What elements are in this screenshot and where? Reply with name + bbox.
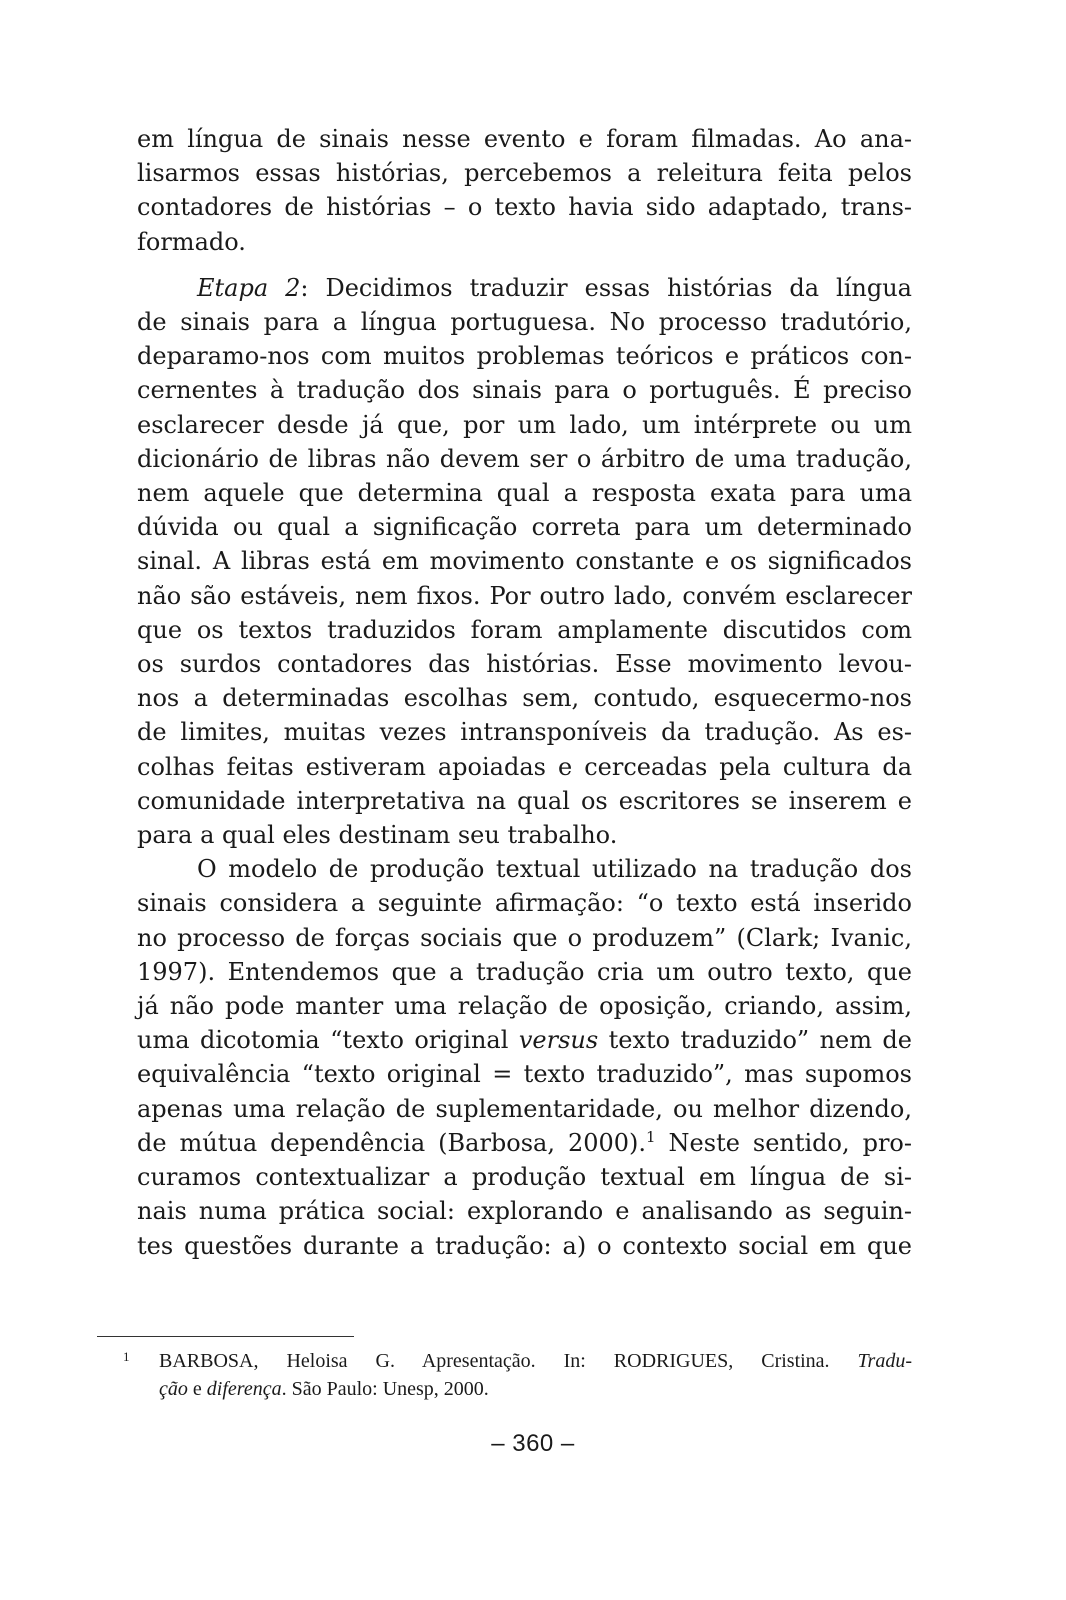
footnote-reference[interactable]: 1 bbox=[646, 1127, 656, 1146]
footnote-number: 1 bbox=[123, 1349, 130, 1364]
text-line: para a qual eles destinam seu trabalho. bbox=[137, 821, 618, 850]
text-line: nais numa prática social: explorando e analisando as seguin- bbox=[137, 1197, 912, 1226]
text-line: dúvida ou qual a significação correta para um determinado bbox=[137, 513, 912, 542]
page-number: – 360 – bbox=[491, 1430, 575, 1457]
text-line: não são estáveis, nem fixos. Por outro lado, convém esclarecer bbox=[137, 581, 912, 610]
text-line: contadores de histórias – o texto havia sido adaptado, trans- bbox=[137, 193, 912, 222]
etapa-label: Etapa 2 bbox=[197, 273, 301, 302]
versus-italic: versus bbox=[518, 1026, 599, 1055]
footnote bbox=[123, 1347, 912, 1403]
text-line: comunidade interpretativa na qual os escritores se inserem e bbox=[137, 786, 912, 815]
text-line: curamos contextualizar a produção textual em língua de si- bbox=[137, 1163, 912, 1192]
body-text bbox=[137, 122, 912, 1263]
text-line: equivalência “texto original = texto traduzido”, mas supomos bbox=[137, 1060, 912, 1089]
text-fragment: e bbox=[187, 1378, 207, 1400]
text-line: deparamo-nos com muitos problemas teóricos e práticos con- bbox=[137, 342, 912, 371]
text-line: sinal. A libras está em movimento constante e os significados bbox=[137, 547, 912, 576]
paragraph-1 bbox=[137, 122, 912, 259]
text-line: de limites, muitas vezes intransponíveis da tradução. As es- bbox=[137, 718, 912, 747]
text-line: no processo de forças sociais que o produzem” (Clark; Ivanic, bbox=[137, 923, 912, 952]
text-fragment: de mútua dependência (Barbosa, 2000). bbox=[137, 1128, 647, 1157]
text-line bbox=[137, 271, 912, 305]
paragraph-etapa-2 bbox=[137, 271, 912, 852]
text-line: apenas uma relação de suplementaridade, ou melhor dizendo, bbox=[137, 1094, 912, 1123]
text-line: formado. bbox=[137, 227, 246, 256]
paragraph-3 bbox=[137, 852, 912, 1262]
text-line bbox=[137, 1126, 912, 1160]
text-line: de sinais para a língua portuguesa. No processo tradutório, bbox=[137, 308, 912, 337]
text-line: que os textos traduzidos foram amplamente discutidos com bbox=[137, 615, 912, 644]
footnote-line bbox=[137, 1375, 912, 1403]
footnote-line bbox=[137, 1347, 912, 1375]
text-fragment: . São Paulo: Unesp, 2000. bbox=[281, 1378, 489, 1400]
footnote-divider bbox=[97, 1336, 354, 1337]
text-line: cernentes à tradução dos sinais para o português. É preciso bbox=[137, 376, 912, 405]
footnote-title-italic: diferença bbox=[206, 1378, 282, 1400]
text-fragment: Neste sentido, pro- bbox=[655, 1128, 912, 1157]
text-fragment: BARBOSA, Heloisa G. Apresentação. In: RODRIGUES, Cristina. bbox=[159, 1350, 858, 1372]
text-fragment: uma dicotomia “texto original bbox=[137, 1026, 519, 1055]
text-line: lisarmos essas histórias, percebemos a releitura feita pelos bbox=[137, 159, 912, 188]
text-line: já não pode manter uma relação de oposição, criando, assim, bbox=[137, 992, 912, 1021]
text-fragment: texto traduzido” nem de bbox=[598, 1026, 912, 1055]
text-line: nem aquele que determina qual a resposta exata para uma bbox=[137, 479, 912, 508]
footnote-title-italic: ção bbox=[159, 1378, 188, 1400]
text-line bbox=[137, 1023, 912, 1057]
text-line: 1997). Entendemos que a tradução cria um outro texto, que bbox=[137, 957, 912, 986]
footnote-title-italic: Tradu- bbox=[857, 1350, 912, 1372]
text-line: tes questões durante a tradução: a) o contexto social em que bbox=[137, 1231, 912, 1260]
text-line: O modelo de produção textual utilizado na tradução dos bbox=[197, 855, 912, 884]
text-line: dicionário de libras não devem ser o árbitro de uma tradução, bbox=[137, 444, 912, 473]
text-fragment: : Decidimos traduzir essas histórias da língua bbox=[300, 273, 912, 302]
text-line: sinais considera a seguinte afirmação: “o texto está inserido bbox=[137, 889, 912, 918]
text-line: os surdos contadores das histórias. Esse movimento levou- bbox=[137, 650, 912, 679]
text-line: esclarecer desde já que, por um lado, um intérprete ou um bbox=[137, 410, 912, 439]
text-line: nos a determinadas escolhas sem, contudo, esquecermo-nos bbox=[137, 684, 912, 713]
text-line: em língua de sinais nesse evento e foram filmadas. Ao ana- bbox=[137, 125, 912, 153]
text-line: colhas feitas estiveram apoiadas e cerceadas pela cultura da bbox=[137, 752, 912, 781]
